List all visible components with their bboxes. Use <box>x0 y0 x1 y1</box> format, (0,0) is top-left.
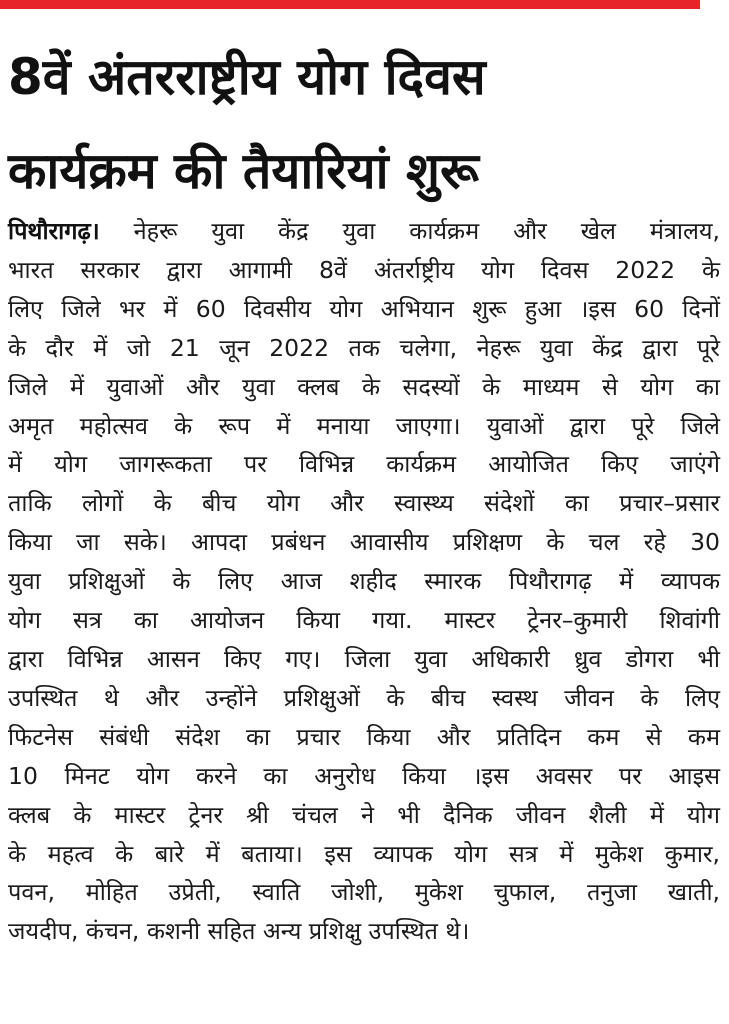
article-body <box>8 212 720 951</box>
article-line-8: ताकि लोगों के बीच योग और स्वास्थ्य संदेशों का प्रचार–प्रसार <box>8 489 720 518</box>
article-line-15: 10 मिनट योग करने का अनुरोध किया ।इस अवसर पर आइस <box>8 761 720 790</box>
headline-line-1: 8वें अंतरराष्ट्रीय योग दिवस <box>8 48 486 106</box>
article-line-19: जयदीप, कंचन, कशनी सहित अन्य प्रशिक्षु उपस्थित थे। <box>8 917 470 946</box>
headline <box>8 30 720 218</box>
dateline: पिथौरागढ़। <box>8 217 100 245</box>
article-line-3: लिए जिले भर में 60 दिवसीय योग अभियान शुरू हुआ ।इस 60 दिनों <box>8 294 720 323</box>
article-line-9: किया जा सके। आपदा प्रबंधन आवासीय प्रशिक्षण के चल रहे 30 <box>8 528 720 557</box>
article-line-10: युवा प्रशिक्षुओं के लिए आज शहीद स्मारक पिथौरागढ़ में व्यापक <box>8 567 720 596</box>
article-line-2: भारत सरकार द्वारा आगामी 8वें अंतर्राष्ट्रीय योग दिवस 2022 के <box>8 255 720 284</box>
article-line-1-text: नेहरू युवा केंद्र युवा कार्यक्रम और खेल मंत्रालय, <box>99 217 720 245</box>
article-line-16: क्लब के मास्टर ट्रेनर श्री चंचल ने भी दैनिक जीवन शैली में योग <box>8 800 720 829</box>
article-line-1 <box>8 212 720 251</box>
article-line-12: द्वारा विभिन्न आसन किए गए। जिला युवा अधिकारी ध्रुव डोगरा भी <box>8 644 720 673</box>
article-line-13: उपस्थित थे और उन्होंने प्रशिक्षुओं के बीच स्वस्थ जीवन के लिए <box>8 683 720 712</box>
headline-line-2: कार्यक्रम की तैयारियां शुरू <box>8 142 479 200</box>
article-line-4: के दौर में जो 21 जून 2022 तक चलेगा, नेहरू युवा केंद्र द्वारा पूरे <box>8 333 720 362</box>
top-accent-bar <box>0 0 700 9</box>
article-line-5: जिले में युवाओं और युवा क्लब के सदस्यों के माध्यम से योग का <box>8 372 720 401</box>
article-line-7: में योग जागरूकता पर विभिन्न कार्यक्रम आयोजित किए जाएंगे <box>8 450 720 479</box>
article-line-14: फिटनेस संबंधी संदेश का प्रचार किया और प्रतिदिन कम से कम <box>8 722 720 751</box>
article-line-18: पवन, मोहित उप्रेती, स्वाति जोशी, मुकेश चुफाल, तनुजा खाती, <box>8 878 720 907</box>
article-line-11: योग सत्र का आयोजन किया गया. मास्टर ट्रेनर–कुमारी शिवांगी <box>8 606 720 635</box>
article-line-6: अमृत महोत्सव के रूप में मनाया जाएगा। युवाओं द्वारा पूरे जिले <box>8 411 720 440</box>
article-line-17: के महत्व के बारे में बताया। इस व्यापक योग सत्र में मुकेश कुमार, <box>8 839 720 868</box>
